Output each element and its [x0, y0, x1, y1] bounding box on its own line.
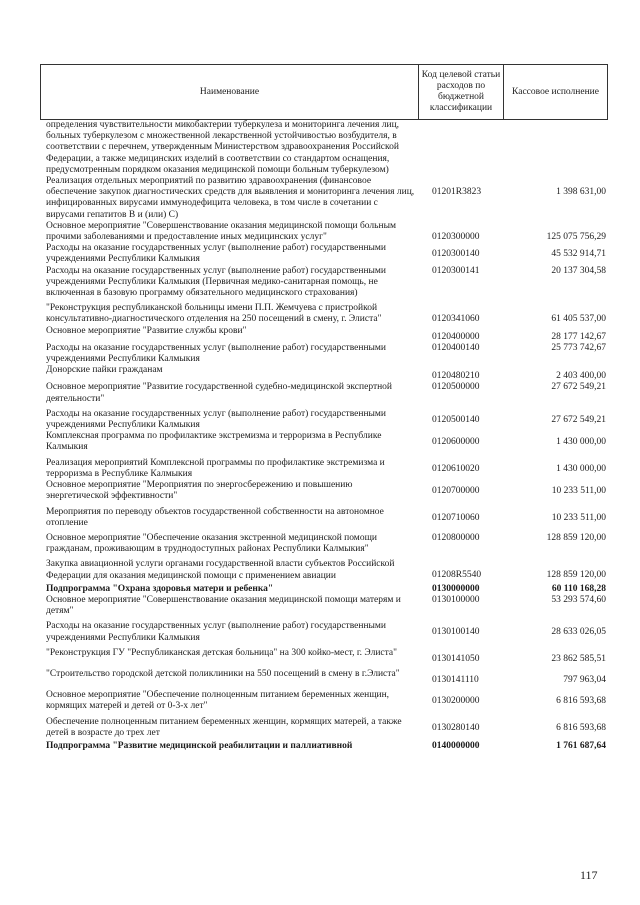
- row-name: Подпрограмма "Развитие медицинской реабилитации и паллиативной: [46, 740, 353, 751]
- row-amount: 25 773 742,67: [551, 342, 606, 353]
- row-name: Мероприятия по переводу объектов государственной собственности на автономное отопление: [46, 506, 384, 528]
- row-name: Расходы на оказание государственных услуг (выполнение работ) государственными учреждениями Республики Калмыкия (Первичная медико-санитарная помощь, не включенная в базовую программу обязательного медицинского страхования): [46, 265, 387, 299]
- row-name: "Реконструкция ГУ "Республиканская детская больница" на 300 койко-мест, г. Элиста": [46, 647, 397, 658]
- row-amount: 1 430 000,00: [556, 437, 606, 448]
- row-name: Основное мероприятие "Развитие государственной судебно-медицинской экспертной деятельности": [46, 382, 393, 404]
- row-name: Реализация мероприятий Комплексной программы по профилактике экстремизма и терроризма в Республике Калмыкия: [46, 457, 385, 479]
- row-amount: 10 233 511,00: [551, 512, 606, 523]
- row-amount: 45 532 914,71: [551, 249, 606, 260]
- row-amount: 20 137 304,58: [551, 265, 606, 276]
- row-amount: 28 633 026,05: [551, 627, 606, 638]
- row-name: Расходы на оказание государственных услуг (выполнение работ) государственными учреждениями Республики Калмыкия: [46, 243, 387, 265]
- row-name: Основное мероприятие "Обеспечение оказания экстренной медицинской помощи гражданам, проживающим в труднодоступных районах Республики Калмыкия": [46, 532, 377, 555]
- row-amount: 6 816 593,68: [556, 722, 606, 733]
- row-code: 0120710060: [432, 512, 480, 523]
- table-row: [46, 343, 608, 365]
- table-row: [46, 741, 608, 752]
- table-body: [46, 120, 608, 752]
- row-amount: 2 403 400,00: [556, 371, 606, 382]
- table-row: [46, 595, 608, 617]
- table-header: [40, 64, 608, 120]
- row-code: 0130141050: [432, 653, 480, 664]
- row-name: Донорские пайки гражданам: [46, 365, 163, 376]
- row-code: 0120400140: [432, 342, 480, 353]
- table-row: [46, 221, 608, 243]
- table-row: [46, 266, 608, 300]
- table-row: [46, 326, 608, 343]
- row-code: 0120500140: [432, 414, 480, 425]
- row-name: Подпрограмма "Охрана здоровья матери и ребенка": [46, 583, 274, 594]
- row-code: 0120700000: [432, 486, 480, 497]
- row-name: Основное мероприятие "Совершенствование оказания медицинской помощи матерям и детям": [46, 594, 401, 617]
- row-amount: 27 672 549,21: [551, 414, 606, 425]
- row-name: определения чувствительности микобактерии туберкулеза и мониторинга лечения лиц, больных туберкулезом с множественной лекарственной устойчивостью возбудителя, в соответствии с перечнем, утвержденным Министерством здравоохранения Российской Федерации, а также медицинских изделий в соответствии со стандартом оснащения, предусмотренным порядком оказания медицинской помощи больным туберкулезом): [46, 120, 400, 175]
- row-name: Обеспечение полноценным питанием беременных женщин, кормящих матерей, а также детей в возрасте до трех лет: [46, 716, 402, 738]
- row-amount: [506, 120, 608, 176]
- row-amount: 128 859 120,00: [546, 570, 606, 581]
- row-amount: 797 963,04: [563, 674, 606, 685]
- row-code: 0130141110: [432, 674, 479, 685]
- row-code: 0130280140: [432, 722, 480, 733]
- row-amount: 23 862 585,51: [551, 653, 606, 664]
- row-amount: 28 177 142,67: [551, 331, 606, 342]
- row-name: Реализация отдельных мероприятий по развитию здравоохранения (финансовое обеспечение закупок диагностических средств для выявления и мониторинга лечения лиц, инфицированных вирусами иммунодефицита человека, в том числе в сочетании с вирусами гепатитов В и (или) С): [46, 176, 415, 220]
- row-amount: 1 398 631,00: [556, 187, 606, 198]
- row-name: Основное мероприятие "Совершенствование оказания медицинской помощи больным прочими заболеваниями и предоставление иных медицинских услуг": [46, 220, 396, 243]
- table-row: [46, 559, 608, 581]
- row-code: 0120610020: [432, 463, 480, 474]
- row-code: 0130200000: [432, 696, 480, 707]
- row-amount: 10 233 511,00: [551, 486, 606, 497]
- row-code: 0120480210: [432, 371, 480, 382]
- row-code: 0140000000: [432, 740, 480, 751]
- row-code: 0120341060: [432, 314, 480, 325]
- row-code: [420, 120, 506, 176]
- page-number: 117: [580, 868, 598, 882]
- row-code: 0120400000: [432, 331, 480, 342]
- row-amount: 1 761 687,64: [556, 740, 606, 751]
- row-name: Расходы на оказание государственных услуг (выполнение работ) государственными учреждениями Республики Калмыкия: [46, 621, 387, 643]
- header-name-cell: Наименование: [199, 86, 260, 97]
- table-row: [46, 533, 608, 555]
- row-code: 0120300141: [432, 265, 480, 276]
- row-code: 0130100000: [432, 594, 480, 605]
- table-row: [46, 243, 608, 265]
- row-code: 0120300140: [432, 249, 480, 260]
- row-code: 0130100140: [432, 627, 480, 638]
- row-amount: 53 293 574,60: [551, 594, 606, 605]
- header-amount-cell: Кассовое исполнение: [503, 65, 607, 119]
- row-name: Закупка авиационной услуги органами государственной власти субъектов Российской Федерации для оказания медицинской помощи с применением авиации: [46, 559, 395, 581]
- table-row: [46, 458, 608, 480]
- header-code-cell: Код целевой статьи расходов по бюджетной классификации: [418, 65, 503, 119]
- table-row: [46, 669, 608, 686]
- table-row: [46, 717, 608, 739]
- row-name: Основное мероприятие "Мероприятия по энергосбережению и повышению энергетической эффективности": [46, 480, 353, 502]
- row-amount: 6 816 593,68: [556, 696, 606, 707]
- table-row: [46, 431, 608, 453]
- table-row: [46, 365, 608, 382]
- row-code: 0120600000: [432, 437, 480, 448]
- row-code: 01201R3823: [432, 187, 482, 198]
- table-row: [46, 480, 608, 502]
- table-row: [46, 409, 608, 431]
- row-code: 0130000000: [432, 583, 480, 594]
- table-row: [46, 382, 608, 404]
- row-code: 0120800000: [432, 532, 480, 543]
- table-row: [46, 176, 608, 221]
- row-amount: 61 405 537,00: [551, 314, 606, 325]
- row-amount: 125 075 756,29: [546, 231, 606, 242]
- table-row: [46, 584, 608, 595]
- table-row: [46, 690, 608, 712]
- row-name: Основное мероприятие "Развитие службы крови": [46, 325, 247, 336]
- row-code: 0120500000: [432, 382, 480, 393]
- row-amount: 27 672 549,21: [551, 382, 606, 393]
- row-name: Комплексная программа по профилактике экстремизма и терроризма в Республике Калмыкия: [46, 431, 382, 453]
- row-name: Расходы на оказание государственных услуг (выполнение работ) государственными учреждениями Республики Калмыкия: [46, 408, 387, 431]
- table-row: [46, 120, 608, 176]
- row-name: Основное мероприятие "Обеспечение полноценным питанием беременных женщин, кормящих матерей и детей от 0-3-х лет": [46, 690, 390, 712]
- row-name: Расходы на оказание государственных услуг (выполнение работ) государственными учреждениями Республики Калмыкия: [46, 342, 387, 365]
- row-amount: 60 110 168,28: [551, 583, 606, 594]
- table-row: [46, 303, 608, 325]
- row-amount: 128 859 120,00: [546, 532, 606, 543]
- row-code: 0120300000: [432, 231, 480, 242]
- row-code: 01208R5540: [432, 570, 482, 581]
- row-name: "Строительство городской детской поликлиники на 550 посещений в смену в г.Элиста": [46, 668, 400, 679]
- row-name: "Реконструкция республиканской больницы имени П.П. Жемчуева с пристройкой консультативно-диагностического отделения на 250 посещений в смену, г. Элиста": [46, 303, 382, 325]
- table-row: [46, 507, 608, 529]
- row-amount: 1 430 000,00: [556, 463, 606, 474]
- table-row: [46, 621, 608, 643]
- table-row: [46, 648, 608, 665]
